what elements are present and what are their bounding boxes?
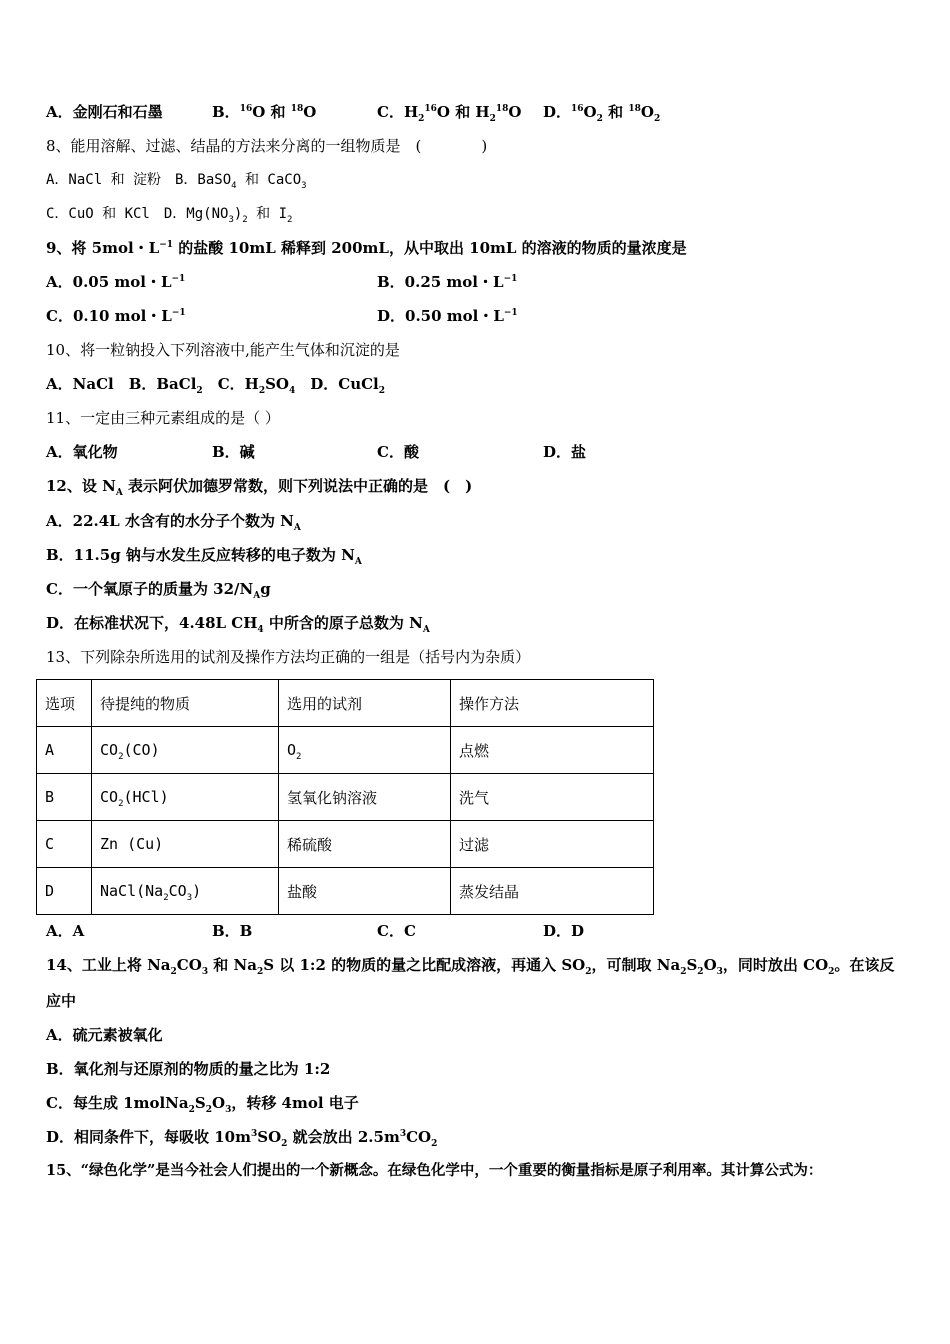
q12-option-c: C．一个氧原子的质量为 $32/N_Ag$ — [46, 580, 271, 601]
q14-option-c: C．每生成 $1molNa_2S_2O_3$，转移 4mol 电子 — [46, 1094, 359, 1115]
q8-options-cd: C．CuO 和 KCl D．$Mg(NO_3)_2$ 和 $I_2$ — [46, 206, 293, 225]
q13-option-b: B．B — [212, 922, 253, 940]
substance-cell: Zn (Cu) — [92, 821, 279, 868]
option-cell: B — [37, 774, 92, 821]
q10-stem: 10、将一粒钠投入下列溶液中,能产生气体和沉淀的是 — [46, 341, 400, 359]
q13-stem: 13、下列除杂所选用的试剂及操作方法均正确的一组是（括号内为杂质） — [46, 648, 531, 666]
header-cell: 待提纯的物质 — [92, 680, 279, 727]
q13-option-a: A．A — [46, 922, 85, 940]
q10-options: A．NaCl B．BaCl$_2$ C．$H_2SO_4$ D．CuCl$_2$ — [46, 375, 386, 396]
reagent-cell: 盐酸 — [279, 868, 451, 915]
q9-option-c: C．0.10 mol・$L^{-1}$ — [46, 307, 186, 325]
substance-cell: $CO_2(CO)$ — [92, 727, 279, 774]
q11-option-d: D．盐 — [543, 443, 587, 461]
q11-option-a: A．氧化物 — [46, 443, 118, 461]
q14-stem: 14、工业上将 $Na_2CO_3$ 和 $Na_2S$ 以 1:2 的物质的量之比配成溶液，再通入 $SO_2$，可制取 $Na_2S_2O_3$，同时放出 $CO_2$。在该反 — [46, 956, 895, 977]
reagent-cell: $O_2$ — [279, 727, 451, 774]
q12-option-d: D．在标准状况下，4.48L $CH_4$ 中所含的原子总数为 $N_A$ — [46, 614, 430, 635]
substance-cell: $NaCl(Na_2CO_3)$ — [92, 868, 279, 915]
q11-option-c: C．酸 — [377, 443, 419, 461]
q14-option-d: D．相同条件下，每吸收 $10m^3SO_2$ 就会放出 $2.5m^3CO_2$ — [46, 1128, 438, 1149]
q9-option-b: B．0.25 mol・$L^{-1}$ — [377, 273, 518, 291]
q14-option-a: A．硫元素被氧化 — [46, 1026, 163, 1044]
q12-option-b: B．11.5g 钠与水发生反应转移的电子数为 $N_A$ — [46, 546, 362, 567]
q7-option-b: B．$^{16}$O 和 $^{18}$O — [212, 103, 317, 121]
table-header-row — [37, 680, 654, 727]
q7-option-d: D．$^{16}O_2$ 和 $^{18}O_2$ — [543, 103, 661, 124]
q15-stem: 15、“绿色化学”是当今社会人们提出的一个新概念。在绿色化学中，一个重要的衡量指标是原子利用率。其计算公式为： — [46, 1162, 823, 1179]
substance-cell: $CO_2(HCl)$ — [92, 774, 279, 821]
q9-option-a: A．0.05 mol・$L^{-1}$ — [46, 273, 186, 291]
q13-option-d: D．D — [543, 922, 585, 940]
table-row — [37, 868, 654, 915]
option-cell: D — [37, 868, 92, 915]
header-cell: 选用的试剂 — [279, 680, 451, 727]
q9-option-d: D．0.50 mol・$L^{-1}$ — [377, 307, 518, 325]
table-row — [37, 821, 654, 868]
q12-stem: 12、设 $N_A$ 表示阿伏加德罗常数，则下列说法中正确的是 ( ) — [46, 477, 473, 498]
header-cell: 操作方法 — [451, 680, 654, 727]
method-cell: 洗气 — [451, 774, 654, 821]
method-cell: 点燃 — [451, 727, 654, 774]
method-cell: 过滤 — [451, 821, 654, 868]
q14-option-b: B．氧化剂与还原剂的物质的量之比为 1:2 — [46, 1060, 331, 1078]
q13-table — [36, 679, 654, 915]
q8-stem: 8、能用溶解、过滤、结晶的方法来分离的一组物质是 ( ) — [46, 137, 488, 155]
reagent-cell: 稀硫酸 — [279, 821, 451, 868]
q11-stem: 11、一定由三种元素组成的是（ ） — [46, 409, 280, 427]
header-cell: 选项 — [37, 680, 92, 727]
q7-option-c: C．$H_2^{16}O$ 和 $H_2^{18}O$ — [377, 103, 522, 124]
option-cell: A — [37, 727, 92, 774]
option-cell: C — [37, 821, 92, 868]
q7-option-a: A．金刚石和石墨 — [46, 103, 163, 121]
q12-option-a: A．22.4L 水含有的水分子个数为 $N_A$ — [46, 512, 301, 533]
q9-stem: 9、将 5mol・$L^{-1}$ 的盐酸 10mL 稀释到 200mL，从中取出 10mL 的溶液的物质的量浓度是 — [46, 239, 687, 257]
q8-options-ab: A．NaCl 和 淀粉 B．BaSO$_4$ 和 CaCO$_3$ — [46, 172, 307, 191]
table-row — [37, 774, 654, 821]
q11-option-b: B．碱 — [212, 443, 255, 461]
q14-stem-continued: 应中 — [46, 992, 77, 1010]
q13-option-c: C．C — [377, 922, 416, 940]
table-row — [37, 727, 654, 774]
reagent-cell: 氢氧化钠溶液 — [279, 774, 451, 821]
method-cell: 蒸发结晶 — [451, 868, 654, 915]
